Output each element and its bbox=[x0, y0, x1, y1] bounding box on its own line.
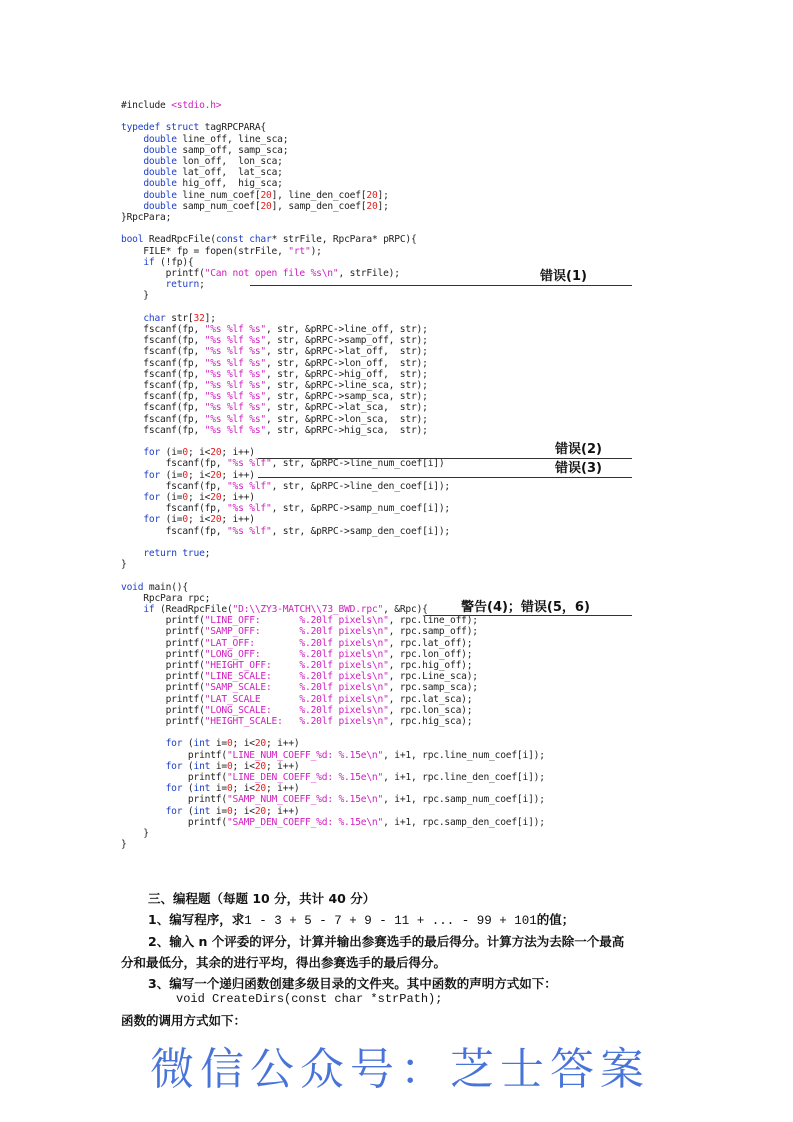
code-token bbox=[121, 492, 143, 503]
code-token: fscanf(fp, bbox=[121, 380, 205, 391]
code-token: 0 bbox=[226, 783, 233, 795]
code-line bbox=[121, 705, 472, 716]
code-token: double bbox=[143, 144, 183, 156]
code-line bbox=[121, 626, 478, 637]
code-token: , rpc.hig_off); bbox=[388, 660, 473, 671]
code-token: ; i< bbox=[187, 514, 211, 526]
code-token: for bbox=[143, 447, 166, 459]
question-3-line-1: 3、编写一个递归函数创建多级目录的文件夹。其中函数的声明方式如下： bbox=[148, 976, 557, 991]
code-token bbox=[121, 190, 143, 201]
code-token: (i= bbox=[165, 514, 183, 526]
code-token: ]; bbox=[377, 200, 389, 212]
code-token: 20 bbox=[254, 783, 267, 795]
code-line bbox=[121, 738, 299, 749]
code-line bbox=[121, 615, 478, 626]
code-token: ; i< bbox=[187, 469, 211, 481]
code-line bbox=[121, 514, 255, 525]
code-token: , str, &pRPC->hig_off, str); bbox=[265, 368, 428, 380]
code-token: for bbox=[165, 805, 188, 817]
code-token: printf( bbox=[121, 615, 205, 627]
code-token: i= bbox=[215, 738, 227, 750]
code-token: 20 bbox=[260, 189, 272, 201]
code-line bbox=[121, 178, 283, 189]
code-token: fscanf(fp, bbox=[121, 413, 205, 425]
code-token: for bbox=[143, 514, 166, 526]
code-token: 20 bbox=[254, 738, 267, 750]
q1-prefix: 1、编写程序，求 bbox=[148, 912, 245, 927]
code-line bbox=[121, 279, 205, 290]
code-token: ; i< bbox=[187, 492, 211, 503]
code-token: , str, &pRPC->lat_sca, str); bbox=[265, 402, 428, 414]
code-token: str[ bbox=[171, 312, 194, 324]
question-2-line-2: 分和最低分，其余的进行平均，得出参赛选手的最后得分。 bbox=[121, 955, 447, 970]
code-token: "%s %lf %s" bbox=[204, 324, 266, 335]
code-token: ; i++) bbox=[266, 738, 300, 750]
code-token: FILE* fp = fopen(strFile, bbox=[121, 245, 289, 257]
code-line bbox=[121, 593, 210, 604]
code-token: ( bbox=[187, 738, 194, 750]
code-token: 0 bbox=[226, 805, 233, 817]
section-title: 三、编程题（每题 10 分，共计 40 分） bbox=[148, 891, 376, 906]
code-line bbox=[121, 212, 171, 223]
code-line bbox=[121, 234, 417, 245]
code-token: i= bbox=[215, 805, 227, 817]
code-line bbox=[121, 190, 389, 201]
code-token: (ReadRpcFile( bbox=[160, 604, 233, 615]
code-line bbox=[121, 638, 472, 649]
code-token: printf( bbox=[121, 716, 205, 727]
code-token: const char bbox=[215, 234, 272, 246]
code-token: fscanf(fp, bbox=[121, 357, 205, 369]
code-line bbox=[121, 761, 299, 772]
code-token: , rpc.samp_sca); bbox=[388, 682, 478, 694]
code-line bbox=[121, 402, 428, 413]
code-token bbox=[121, 548, 143, 559]
code-token: 20 bbox=[254, 760, 267, 772]
code-token: double bbox=[143, 156, 183, 167]
code-token: , rpc.lat_off); bbox=[388, 637, 473, 649]
code-token: "%s %lf" bbox=[226, 503, 272, 515]
code-token bbox=[121, 178, 143, 189]
code-line bbox=[121, 391, 428, 402]
code-token: char bbox=[143, 312, 172, 324]
code-token bbox=[121, 514, 143, 525]
code-token: , str, &pRPC->samp_sca, str); bbox=[265, 391, 428, 403]
code-line bbox=[121, 671, 478, 682]
code-token: , str, &pRPC->line_num_coef[i]) bbox=[271, 458, 445, 470]
code-token: printf( bbox=[121, 637, 205, 649]
code-token: "%s %lf %s" bbox=[204, 335, 266, 347]
code-token: "%s %lf %s" bbox=[204, 424, 266, 436]
code-token: ; i++) bbox=[266, 760, 300, 772]
code-token: if bbox=[143, 256, 161, 268]
code-line bbox=[121, 526, 450, 537]
code-token: , i+1, rpc.line_den_coef[i]); bbox=[383, 772, 545, 783]
code-line bbox=[121, 369, 428, 380]
code-token: , str, &pRPC->line_off, str); bbox=[265, 324, 428, 335]
code-token: <stdio.h> bbox=[171, 100, 222, 111]
code-token: fscanf(fp, bbox=[121, 424, 205, 436]
code-token: int bbox=[193, 783, 216, 795]
code-token: lat_off, lat_sca; bbox=[182, 167, 283, 179]
code-token: , i+1, rpc.samp_den_coef[i]); bbox=[383, 816, 545, 828]
code-token: "%s %lf" bbox=[226, 480, 272, 492]
annotation-underline bbox=[425, 615, 632, 616]
code-token: , str, &pRPC->lon_off, str); bbox=[265, 357, 428, 369]
code-token: , &Rpc){ bbox=[383, 604, 428, 615]
code-token: , str, &pRPC->line_den_coef[i]); bbox=[271, 480, 450, 492]
code-line bbox=[121, 503, 450, 514]
code-token: , str, &pRPC->samp_off, str); bbox=[265, 335, 428, 347]
code-line bbox=[121, 694, 472, 705]
code-line bbox=[121, 458, 444, 469]
code-token: "HEIGHT_SCALE: %.20lf pixels\n" bbox=[204, 716, 389, 727]
code-line bbox=[121, 794, 545, 805]
code-token: , str, &pRPC->hig_sca, str); bbox=[265, 424, 428, 436]
code-token: main(){ bbox=[148, 581, 188, 593]
code-token: "%s %lf %s" bbox=[204, 402, 266, 414]
code-token: } bbox=[121, 559, 127, 571]
code-token: int bbox=[193, 738, 216, 750]
code-token: ], line_den_coef[ bbox=[271, 189, 367, 201]
code-token: return bbox=[165, 279, 200, 291]
code-line bbox=[121, 649, 472, 660]
code-line bbox=[121, 470, 255, 481]
code-token: "LINE_DEN_COEFF_%d: %.15e\n" bbox=[226, 772, 384, 783]
code-token: , rpc.lat_sca); bbox=[388, 693, 473, 705]
annotation-error-2: 错误(2) bbox=[555, 442, 602, 457]
code-token: line_num_coef[ bbox=[182, 189, 261, 201]
code-token: for bbox=[165, 738, 188, 750]
code-line bbox=[121, 559, 127, 570]
code-token: lon_off, lon_sca; bbox=[182, 156, 283, 167]
code-token: ; i++) bbox=[266, 783, 300, 795]
code-token: fscanf(fp, bbox=[121, 335, 205, 347]
code-line bbox=[121, 828, 149, 839]
code-token: "LAT_SCALE %.20lf pixels\n" bbox=[204, 693, 389, 705]
code-token: printf( bbox=[121, 648, 205, 660]
code-token: 20 bbox=[210, 514, 222, 526]
code-line bbox=[121, 324, 428, 335]
code-token: printf( bbox=[121, 794, 227, 806]
code-token: ; i++) bbox=[221, 514, 255, 526]
code-token: } bbox=[121, 290, 149, 302]
code-line bbox=[121, 660, 472, 671]
code-token: ; i< bbox=[232, 783, 255, 795]
code-token bbox=[121, 279, 166, 290]
code-token: * strFile, RpcPara* pRPC){ bbox=[271, 234, 417, 246]
code-line bbox=[121, 335, 428, 346]
code-line bbox=[121, 134, 288, 145]
question-2-line-1: 2、输入 n 个评委的评分，计算并输出参赛选手的最后得分。计算方法为去除一个最高 bbox=[148, 934, 625, 949]
code-token: (i= bbox=[165, 492, 183, 503]
annotation-underline bbox=[250, 285, 632, 286]
code-token: fscanf(fp, bbox=[121, 402, 205, 414]
code-token: for bbox=[165, 783, 188, 795]
code-line bbox=[121, 604, 428, 615]
code-line bbox=[121, 268, 400, 279]
annotation-underline bbox=[258, 477, 632, 478]
code-line bbox=[121, 380, 428, 391]
code-token: "rt" bbox=[288, 245, 311, 257]
code-line bbox=[121, 246, 322, 257]
code-line bbox=[121, 122, 266, 133]
code-token: "SAMP_NUM_COEFF_%d: %.15e\n" bbox=[226, 794, 384, 806]
code-token: , str, &pRPC->samp_den_coef[i]); bbox=[271, 525, 450, 537]
code-line bbox=[121, 582, 188, 593]
code-token: (!fp){ bbox=[160, 256, 194, 268]
code-token: ; i< bbox=[187, 447, 211, 459]
code-token: int bbox=[193, 760, 216, 772]
code-line bbox=[121, 145, 288, 156]
code-token: , rpc.Line_sca); bbox=[388, 671, 478, 683]
code-token: double bbox=[143, 167, 183, 179]
code-token: , rpc.lon_off); bbox=[388, 648, 473, 660]
code-token: "%s %lf" bbox=[226, 525, 272, 537]
code-token: printf( bbox=[121, 816, 227, 828]
code-token: printf( bbox=[121, 626, 205, 638]
code-token: ]; bbox=[204, 312, 216, 324]
code-line bbox=[121, 425, 428, 436]
code-token: for bbox=[143, 469, 166, 481]
q1-suffix: 的值； bbox=[536, 912, 575, 927]
code-token: double bbox=[143, 200, 183, 212]
code-token: "LAT_OFF: %.20lf pixels\n" bbox=[204, 637, 389, 649]
code-token: "HEIGHT_OFF: %.20lf pixels\n" bbox=[204, 660, 389, 671]
code-token: RpcPara rpc; bbox=[121, 592, 211, 604]
code-token bbox=[121, 604, 143, 615]
code-token: typedef struct bbox=[121, 122, 205, 134]
code-token: , i+1, rpc.samp_num_coef[i]); bbox=[383, 794, 545, 806]
code-line bbox=[121, 716, 472, 727]
code-token: line_off, line_sca; bbox=[182, 133, 289, 145]
code-token: tagRPCPARA{ bbox=[204, 122, 266, 134]
code-token: "%s %lf %s" bbox=[204, 380, 266, 391]
code-token bbox=[121, 167, 143, 178]
code-line bbox=[121, 839, 127, 850]
code-token: i= bbox=[215, 760, 227, 772]
code-token: "%s %lf" bbox=[226, 458, 272, 470]
code-line bbox=[121, 257, 194, 268]
code-token: "LINE_OFF: %.20lf pixels\n" bbox=[204, 615, 389, 627]
code-line bbox=[121, 167, 283, 178]
code-token: , rpc.hig_sca); bbox=[388, 716, 473, 727]
code-token: printf( bbox=[121, 660, 205, 671]
code-line bbox=[121, 313, 216, 324]
code-token: for bbox=[143, 492, 166, 503]
code-token: , rpc.line_off); bbox=[388, 615, 478, 627]
code-token: fscanf(fp, bbox=[121, 503, 227, 515]
code-token: (i= bbox=[165, 469, 183, 481]
code-token: , str, &pRPC->line_sca, str); bbox=[265, 380, 428, 391]
code-token: printf( bbox=[121, 693, 205, 705]
code-token: ; i++) bbox=[221, 447, 255, 459]
code-token: double bbox=[143, 178, 183, 190]
code-token: "%s %lf %s" bbox=[204, 357, 266, 369]
code-token: "LONG_SCALE: %.20lf pixels\n" bbox=[204, 704, 389, 716]
code-line bbox=[121, 100, 221, 111]
code-token: double bbox=[143, 133, 183, 145]
code-line bbox=[121, 447, 255, 458]
code-line bbox=[121, 806, 299, 817]
code-token: if bbox=[143, 604, 161, 615]
code-token: fscanf(fp, bbox=[121, 324, 205, 335]
code-token: "%s %lf %s" bbox=[204, 413, 266, 425]
code-token bbox=[121, 783, 166, 794]
code-token: samp_off, samp_sca; bbox=[182, 144, 289, 156]
code-token: ; i++) bbox=[266, 805, 300, 817]
code-line bbox=[121, 682, 478, 693]
watermark: 微信公众号：芝士答案 bbox=[150, 1044, 650, 1095]
code-token bbox=[121, 761, 166, 772]
code-token: 20 bbox=[210, 469, 222, 481]
code-token: }RpcPara; bbox=[121, 212, 172, 223]
code-token: ; i< bbox=[232, 738, 255, 750]
code-token: i= bbox=[215, 783, 227, 795]
code-token: ], samp_den_coef[ bbox=[271, 200, 367, 212]
code-token: } bbox=[121, 828, 149, 839]
code-token: "D:\\ZY3-MATCH\\73_BWD.rpc" bbox=[232, 604, 384, 615]
code-token: 20 bbox=[260, 200, 272, 212]
code-token: bool bbox=[121, 234, 149, 246]
code-token: , rpc.lon_sca); bbox=[388, 704, 473, 716]
q1-expression: 1 - 3 + 5 - 7 + 9 - 11 + ... - 99 + 101 bbox=[244, 914, 537, 928]
question-3-line-2: 函数的调用方式如下： bbox=[121, 1013, 247, 1028]
code-line bbox=[121, 817, 545, 828]
code-token: ; bbox=[204, 548, 211, 559]
code-token: 20 bbox=[254, 805, 267, 817]
code-token: 20 bbox=[210, 447, 222, 459]
code-line bbox=[121, 201, 389, 212]
code-token: printf( bbox=[121, 268, 205, 279]
code-token bbox=[121, 313, 143, 324]
code-token bbox=[121, 470, 143, 481]
code-token: , str, &pRPC->lon_sca, str); bbox=[265, 413, 428, 425]
code-line bbox=[121, 414, 428, 425]
code-token: fscanf(fp, bbox=[121, 480, 227, 492]
code-token: "%s %lf %s" bbox=[204, 391, 266, 403]
code-token: samp_num_coef[ bbox=[182, 200, 261, 212]
code-token: "SAMP_SCALE: %.20lf pixels\n" bbox=[204, 682, 389, 694]
code-token: } bbox=[121, 839, 127, 851]
code-token: "SAMP_OFF: %.20lf pixels\n" bbox=[204, 626, 389, 638]
code-token: fscanf(fp, bbox=[121, 458, 227, 470]
code-token: hig_off, hig_sca; bbox=[182, 178, 283, 190]
code-token: printf( bbox=[121, 749, 227, 761]
code-line bbox=[121, 481, 450, 492]
code-token bbox=[121, 201, 143, 212]
code-line bbox=[121, 492, 255, 503]
code-token: ( bbox=[187, 760, 194, 772]
code-line bbox=[121, 750, 545, 761]
code-token: fscanf(fp, bbox=[121, 368, 205, 380]
code-token: 0 bbox=[226, 738, 233, 750]
code-token: int bbox=[193, 805, 216, 817]
code-token: ( bbox=[187, 805, 194, 817]
code-token: 0 bbox=[182, 447, 188, 459]
question-3-code: void CreateDirs(const char *strPath); bbox=[176, 992, 443, 1006]
code-token: printf( bbox=[121, 682, 205, 694]
code-token: fscanf(fp, bbox=[121, 391, 205, 403]
code-token: for bbox=[165, 760, 188, 772]
code-token bbox=[121, 806, 166, 817]
code-token bbox=[121, 145, 143, 156]
code-token bbox=[121, 447, 143, 458]
question-1 bbox=[148, 910, 574, 928]
code-token: "LINE_SCALE: %.20lf pixels\n" bbox=[204, 671, 389, 683]
code-token: "LINE_NUM_COEFF_%d: %.15e\n" bbox=[226, 749, 384, 761]
code-token: , rpc.samp_off); bbox=[388, 626, 478, 638]
code-line bbox=[121, 783, 299, 794]
code-token: , i+1, rpc.line_num_coef[i]); bbox=[383, 749, 545, 761]
code-token: "%s %lf %s" bbox=[204, 368, 266, 380]
code-token: , strFile); bbox=[338, 268, 400, 279]
annotation-error-3: 错误(3) bbox=[555, 461, 602, 476]
code-line bbox=[121, 772, 545, 783]
code-token: ]; bbox=[377, 189, 389, 201]
code-line bbox=[121, 290, 149, 301]
code-token: printf( bbox=[121, 772, 227, 783]
code-token: ( bbox=[187, 783, 194, 795]
code-token: ; i++) bbox=[221, 492, 255, 503]
code-token bbox=[121, 257, 143, 268]
code-token: 0 bbox=[182, 492, 188, 503]
code-token bbox=[121, 738, 166, 749]
code-token: #include bbox=[121, 100, 172, 111]
code-token: 20 bbox=[366, 200, 378, 212]
code-token: 20 bbox=[210, 492, 222, 503]
annotation-underline bbox=[258, 458, 632, 459]
code-token: 0 bbox=[182, 514, 188, 526]
code-token bbox=[121, 134, 143, 145]
code-token: 0 bbox=[182, 469, 188, 481]
code-line bbox=[121, 156, 283, 167]
code-token: "%s %lf %s" bbox=[204, 346, 266, 358]
code-token: return true bbox=[143, 548, 205, 559]
code-token bbox=[121, 156, 143, 167]
code-token: "LONG_OFF: %.20lf pixels\n" bbox=[204, 648, 389, 660]
code-token: 32 bbox=[193, 312, 205, 324]
code-line bbox=[121, 548, 210, 559]
code-token: ; i< bbox=[232, 805, 255, 817]
code-token: void bbox=[121, 581, 149, 593]
code-token: ; i< bbox=[232, 760, 255, 772]
code-token: fscanf(fp, bbox=[121, 346, 205, 358]
code-token: 0 bbox=[226, 760, 233, 772]
code-token: printf( bbox=[121, 704, 205, 716]
code-token: ; i++) bbox=[221, 469, 255, 481]
code-token: , str, &pRPC->samp_num_coef[i]); bbox=[271, 503, 450, 515]
code-line bbox=[121, 358, 428, 369]
code-token: , str, &pRPC->lat_off, str); bbox=[265, 346, 428, 358]
code-token: "SAMP_DEN_COEFF_%d: %.15e\n" bbox=[226, 816, 384, 828]
code-token: 20 bbox=[366, 189, 378, 201]
code-token: "Can not open file %s\n" bbox=[204, 268, 339, 279]
code-token: (i= bbox=[165, 447, 183, 459]
code-token: ; bbox=[199, 279, 205, 291]
annotation-error-1: 错误(1) bbox=[540, 269, 587, 284]
code-line bbox=[121, 346, 428, 357]
code-token: ReadRpcFile( bbox=[148, 234, 216, 246]
code-token: fscanf(fp, bbox=[121, 525, 227, 537]
code-token: double bbox=[143, 189, 183, 201]
annotation-warning-4-error-5-6: 警告(4)；错误(5，6) bbox=[461, 600, 590, 615]
code-token: ); bbox=[310, 245, 322, 257]
code-token: printf( bbox=[121, 671, 205, 683]
